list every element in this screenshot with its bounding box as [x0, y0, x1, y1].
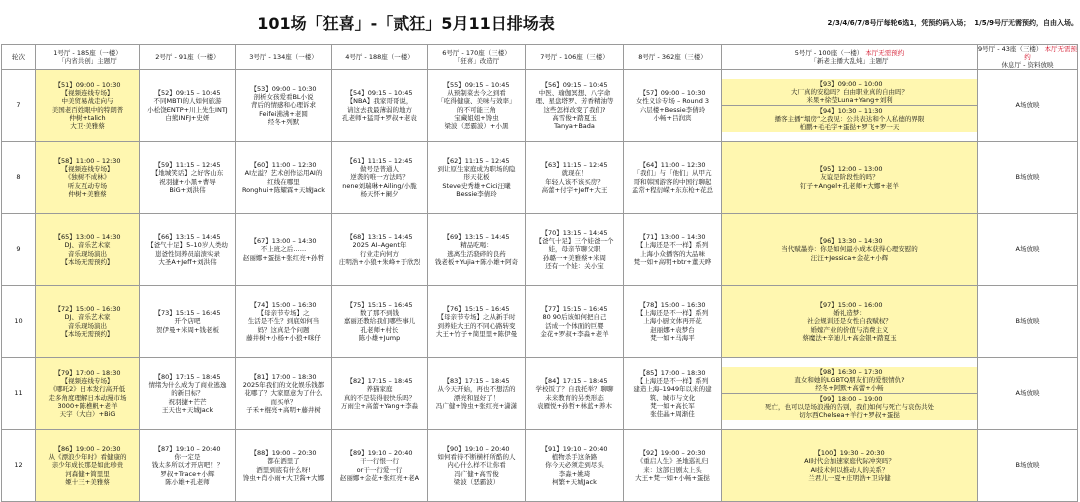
round-row — [2, 70, 1078, 142]
session-cell — [624, 286, 722, 358]
header-line: 轮次 — [12, 53, 25, 61]
header-line: 4号厅 - 188座（一楼） — [345, 53, 414, 61]
session-cell — [36, 430, 140, 502]
session-text: 【92】19:00 – 20:30 《重启人生》圣地巡礼归 来：这部日剧太上头 大王+梵一如+小畅+蛋挞 — [635, 449, 710, 482]
session-cell — [236, 214, 332, 286]
session-cell — [526, 70, 624, 142]
session-text: 【80】17:15 – 18:45 情绪为什么成为了商业逃逸 的新目标？ 祝羽捷+芒芒 王天也+天城Jack — [148, 373, 227, 414]
round-row — [2, 286, 1078, 358]
session-text: 【88】19:00 – 20:30 都在洒里了 酒里到底有什么呀! 馋虫+肖小雨+大卫酱+大娜 — [242, 449, 325, 482]
hall-5-session: 【94】10:30 – 11:30 播客主播“塌房”之我见：公共表达和个人私德的界限 柏鹏+毛毛宇+蛋挞+罗飞+罗一天 — [722, 105, 977, 132]
round-label: 8 — [2, 142, 36, 214]
hall-9-screening: A场放映 — [978, 214, 1078, 286]
session-cell — [526, 286, 624, 358]
session-text: 【83】17:15 – 18:45 从今天开始，再也不想活的 漂亮和显好了！ 冯广健+馋虫+张红亮+潇潇 — [435, 377, 518, 410]
session-text: 【86】19:00 – 20:30 从《漂浪少年时》看健康的 亲少年成长那是如此珍贵 河森健+简里里 姬十三+美雅蔡 — [48, 445, 127, 486]
hall-5-cell — [722, 142, 978, 214]
session-text: 【59】11:15 – 12:45 【地城笑话】之好客山东 祝羽捷+小黑+曹导 BiG+刘洪伟 — [151, 161, 224, 194]
schedule-body — [2, 45, 1078, 502]
session-text: 【66】13:15 – 14:45 【爸气十足】5–10岁人类幼 崽爸性饲养员崩溃实录 大圣A+Jeff+刘洪伟 — [147, 233, 228, 266]
session-text: 【53】09:00 – 10:30 剖析女孩爱看BL小说 背后的情感和心理诉求 Feifei沸沸+老圆 经冬+列默 — [250, 85, 317, 126]
hall-9-screening: B场放映 — [978, 286, 1078, 358]
session-cell — [236, 70, 332, 142]
session-text: 【82】17:15 – 18:45 养猫家庭 真的不是装得很快乐吗？ 万雨尘+高蕾+Yang+李淼 — [340, 377, 419, 410]
session-text: 【51】09:00 – 10:30 【视频连线专场】 中美贸易战走向与 美国老百姓眼中的特朗普 仲树+talich 大卫·美雅蔡 — [51, 81, 124, 130]
hall-9-header — [978, 45, 1078, 70]
session-text: 【91】19:10 – 20:40 植物杀手这条路 你今天必须走到尽头 李淼+姚琦 柯繁+天城Jack — [541, 445, 608, 486]
hall-5-session: 【100】19:30 – 20:30 AI时代会加速家庭代际冲突吗？ AI技术何以推动人的关系？ 兰君儿一夏+庄明浩+卫诗健 — [722, 448, 977, 482]
session-text: 【73】15:15 – 16:45 开个店吧 贺伊曼+米周+钱老板 — [154, 309, 221, 334]
session-cell — [624, 214, 722, 286]
session-cell — [624, 430, 722, 502]
session-cell — [332, 70, 428, 142]
hall-5-cell — [722, 430, 978, 502]
header-line: 3号厅 - 134座（一楼） — [249, 53, 318, 61]
session-cell — [140, 286, 236, 358]
hall-5-session: 【98】16:30 – 17:30 直女和她的LGBTQ朋友们的爱恨情仇? 经冬+阿默+高蕾+小畅 — [722, 367, 977, 393]
session-text: 【70】13:15 – 14:45 【爸气十足】三个娃爸一个 娃，母亲节聊父职 孙璐一+美雅蔡+米周 还有一个娃：关小宝 — [535, 229, 614, 270]
header-line: 「新老主播大乱炖」主题厅 — [810, 57, 889, 65]
round-header — [2, 45, 36, 70]
hall-5-session: 【97】15:00 – 16:00 婚礼造梦： 社会规训还是女性自我赋权？ 婚嫁产业的价值与消费主义 蔡魔法+辛迪儿+高金银+踏夏玉 — [722, 300, 977, 342]
session-cell — [428, 430, 526, 502]
session-text: 【75】15:15 – 16:45 数了那不到钱 嘉丽还教给我们哪些事儿 孔老师+村长 陈小雄+Jump — [343, 301, 416, 342]
session-text: 【64】11:00 – 12:30 「我们」与「他们」从甲亢 哥和韩国游客的中国行聊起 孟常+程衍嵘+东东枪+花总 — [631, 161, 714, 194]
session-text: 【77】15:15 – 16:45 80 90后该如何把自己 活成一个体面的巨婴 金花+罗叔+李淼+老羊 — [540, 305, 609, 338]
round-row — [2, 430, 1078, 502]
session-cell — [332, 142, 428, 214]
free-entry-tag: 本厅无需预约 — [865, 49, 905, 57]
hall-2-header — [140, 45, 236, 70]
booking-note-free: 1/5/9号厅无需预约，自由入场。 — [974, 19, 1078, 27]
session-cell — [236, 358, 332, 430]
session-cell — [624, 358, 722, 430]
hall-6-header — [428, 45, 526, 70]
hall-3-header — [236, 45, 332, 70]
round-label: 10 — [2, 286, 36, 358]
hall-5-session: 【96】13:30 – 14:30 当代赋墨券：你是如何最小成本获得心理安慰的 汪汪+Jessica+金花+小辉 — [722, 236, 977, 262]
session-text: 【58】11:00 – 12:30 【视频连线专场】 《独树不成林》 听友互动专场 仲树+美雅蔡 — [54, 157, 121, 198]
free-entry-tag: 本厅无需预约 — [1024, 45, 1077, 61]
hall-5-session: 【95】12:00 – 13:00 友谊是阶段性的吗？ 钉子+Angel+孔老师+大娜+老羊 — [722, 164, 977, 190]
session-text: 【76】15:15 – 16:45 【母亲节专场】之从新手时 到养娃大王的不同心路转变 大王+竹子+简里里+陈伊曼 — [435, 305, 518, 338]
session-text: 【84】17:15 – 18:45 学校饭了？自我托举？聊聊 未来教育的另类形态 袁雁悦+孙哲+林蓝+养木 — [535, 377, 614, 410]
session-cell — [428, 358, 526, 430]
round-label: 7 — [2, 70, 36, 142]
header-line: 2号厅 - 91座（一楼） — [155, 53, 220, 61]
hall-5-session: 【99】18:00 – 19:00 死亡，也可以是场浪漫的告别，我们如何与死亡与哀伤共处 切尔西Chelsea+羊行+罗叔+蛋挞 — [722, 393, 977, 420]
hall-9-screening: B场放映 — [978, 142, 1078, 214]
header-line: 1号厅 - 185座（一楼） — [53, 49, 122, 57]
hall-5-cell — [722, 358, 978, 430]
session-cell — [428, 142, 526, 214]
session-text: 【87】19:10 – 20:40 你一定是 钱太多所以才开店吧！？ 罗叔+Trace+小辉 陈小雄+孔老师 — [151, 445, 224, 486]
session-text: 【65】13:00 – 14:30 DJ、音乐艺术家 音乐现场演出 【本场无需预约】 — [54, 233, 121, 266]
round-row — [2, 214, 1078, 286]
session-text: 【55】09:15 – 10:45 从预制菜去今之到看 「吃得健康、美味与效率」 的不可能三角 宝藏姐姐+馋虫 梁波（恶霸波）+小黑 — [437, 81, 516, 130]
session-text: 【79】17:00 – 18:30 【视频连线专场】 《哪吒2》日本发行高开低 走多角度理解日本动漫市场 3000+陈樵帆+老羊 天宇（大白）+BiG — [48, 369, 127, 418]
session-cell — [526, 214, 624, 286]
session-text: 【56】09:15 – 10:45 中医、瑜伽冥想、八字命 理、星盘塔罗、芳香精油等 这些怎样改变了我们? 高雪俊+踏夏玉 Tanya+Bada — [535, 81, 614, 130]
session-cell — [36, 214, 140, 286]
session-cell — [526, 142, 624, 214]
session-cell — [332, 214, 428, 286]
schedule-table — [1, 44, 1078, 502]
header-line: 休息厅 - 资料放映 — [1001, 61, 1054, 69]
round-label: 11 — [2, 358, 36, 430]
header-line: 6号厅 - 170座（三楼） — [442, 49, 511, 57]
booking-note-reserved: 2/3/4/6/7/8号厅每轮6选1，凭预约码入场； — [827, 19, 971, 27]
session-text: 【90】19:10 – 20:40 如何看待不断横杆所酷的人 内心什么样不让你看 冯广健+高雪俊 梁波（恶霸波） — [437, 445, 516, 486]
round-row — [2, 142, 1078, 214]
session-cell — [624, 70, 722, 142]
hall-1-header — [36, 45, 140, 70]
hall-9-screening: A场放映 — [978, 358, 1078, 430]
session-text: 【81】17:00 – 18:30 2025年我们的文化娱乐钱都 花哪了？大家愿意为了什么 而买单？ 子禾+棍亮+高明+藤井树 — [242, 373, 325, 414]
session-cell — [36, 142, 140, 214]
session-text: 【61】11:15 – 12:45 做号是普通人 逆袭的唯一方法吗？ nene刘瑞琳+Ailing/小脆 杨天怀+阑夕 — [342, 157, 417, 198]
session-text: 【67】13:00 – 14:30 不上班之后…… 赵丽娜+蛋挞+张红亮+孙哲 — [242, 237, 325, 262]
session-text: 【78】15:00 – 16:30 【上海还是不一样】系列 上海小厨文体再开花 赵丽娜+袁梦台 梵一如+马海平 — [636, 301, 709, 342]
session-cell — [624, 142, 722, 214]
session-cell — [428, 286, 526, 358]
session-text: 【69】13:15 – 14:45 精品吃喝： 逃离生活骁碎的良药 钱老板+Yujia+陈小雄+阿奇 — [434, 233, 519, 266]
session-cell — [332, 358, 428, 430]
session-text: 【60】11:00 – 12:30 AI左溢？艺术创作运用AI的 红线在哪里 Ronghui+陈耀霖+天城Jack — [241, 161, 326, 194]
header-line: 8号厅 - 362座（三楼） — [638, 53, 707, 61]
round-label: 12 — [2, 430, 36, 502]
page-title: 101场「狂喜」-「贰狂」5月11日排场表 — [257, 14, 555, 33]
hall-8-header — [624, 45, 722, 70]
hall-7-header — [526, 45, 624, 70]
session-cell — [428, 214, 526, 286]
hall-header-row — [2, 45, 1078, 70]
session-cell — [236, 430, 332, 502]
session-cell — [140, 358, 236, 430]
hall-9-screening: A场放映 — [978, 70, 1078, 142]
session-cell — [526, 430, 624, 502]
session-cell — [428, 70, 526, 142]
hall-4-header — [332, 45, 428, 70]
session-text: 【68】13:15 – 14:45 2025 AI–Agent年 行业走向何方 庄明浩+小狼+朱峰+于欣烈 — [338, 233, 421, 266]
booking-note — [762, 18, 1078, 28]
session-cell — [332, 430, 428, 502]
session-text: 【71】13:00 – 14:30 【上海还是不一样】系列 上海小众播客的大品味 梵一如+高明+btr+董天晔 — [633, 233, 712, 266]
session-text: 【85】17:00 – 18:30 【上海还是不一样】系列 建造上海–1949年以来的建 筑、城市与文化 梵一如+高长军 张佳晶+周渐佳 — [633, 369, 712, 418]
round-row — [2, 358, 1078, 430]
hall-5-cell — [722, 214, 978, 286]
hall-5-header — [722, 45, 978, 70]
session-text: 【57】09:00 – 10:30 女性义诊专场 – Round 3 六层楼+Bessie李倩玲 小畅+吕润宾 — [635, 89, 710, 122]
header-line: 9号厅 - 43座（三楼） — [978, 45, 1043, 53]
session-cell — [332, 286, 428, 358]
session-cell — [36, 70, 140, 142]
session-text: 【89】19:10 – 20:40 干一行恨一行 or干一行爱一行 赵丽娜+金花+张红亮+老A — [339, 449, 420, 482]
session-cell — [526, 358, 624, 430]
hall-9-screening: B场放映 — [978, 430, 1078, 502]
session-text: 【62】11:15 – 12:45 到让原生家庭成为职场的隐 形天花板 Steve史秀雄+Cici汪曦 Bessie李倩玲 — [437, 157, 516, 198]
session-cell — [236, 286, 332, 358]
session-cell — [140, 214, 236, 286]
session-cell — [140, 430, 236, 502]
round-label: 9 — [2, 214, 36, 286]
hall-5-session: 【93】09:00 – 10:00 大厂真的安稳吗？白由职业真的自由吗？ 米果+徐莹Luna+Yang+刘利 — [722, 79, 977, 105]
session-cell — [140, 142, 236, 214]
header-line: 7号厅 - 106座（三楼） — [540, 53, 609, 61]
session-cell — [36, 286, 140, 358]
session-cell — [140, 70, 236, 142]
header-line: 5号厅 - 100座（一楼） — [794, 49, 864, 57]
session-text: 【52】09:15 – 10:45 不同MBTI的人如何旅游 小松饶ENTP+川上先生INTJ 白熊INFJ+史妍 — [147, 89, 228, 122]
header-line: 「内省共创」主题厅 — [58, 57, 117, 65]
session-text: 【74】15:00 – 16:30 【母亲节专场】之 生活是不生？到底如何当 妈？这真是个问题 藤井树+小杨+小狼+咪仔 — [246, 301, 321, 342]
session-text: 【72】15:00 – 16:30 DJ、音乐艺术家 音乐现场演出 【本场无需预约】 — [54, 305, 121, 338]
session-cell — [36, 358, 140, 430]
header-line: 「狂喜」改造厅 — [453, 57, 500, 65]
session-text: 【54】09:15 – 10:45 【NBA】我家哥哥说， 请这去我最薄弱的地方 孔老师+猛哥+罗叔+老袁 — [342, 89, 417, 122]
hall-5-cell — [722, 70, 978, 142]
hall-5-cell — [722, 286, 978, 358]
session-cell — [236, 142, 332, 214]
session-text: 【63】11:15 – 12:45 就现在！ 年轻人该不该买房？ 高蕾+付宇+Jeff+大王 — [541, 161, 608, 194]
